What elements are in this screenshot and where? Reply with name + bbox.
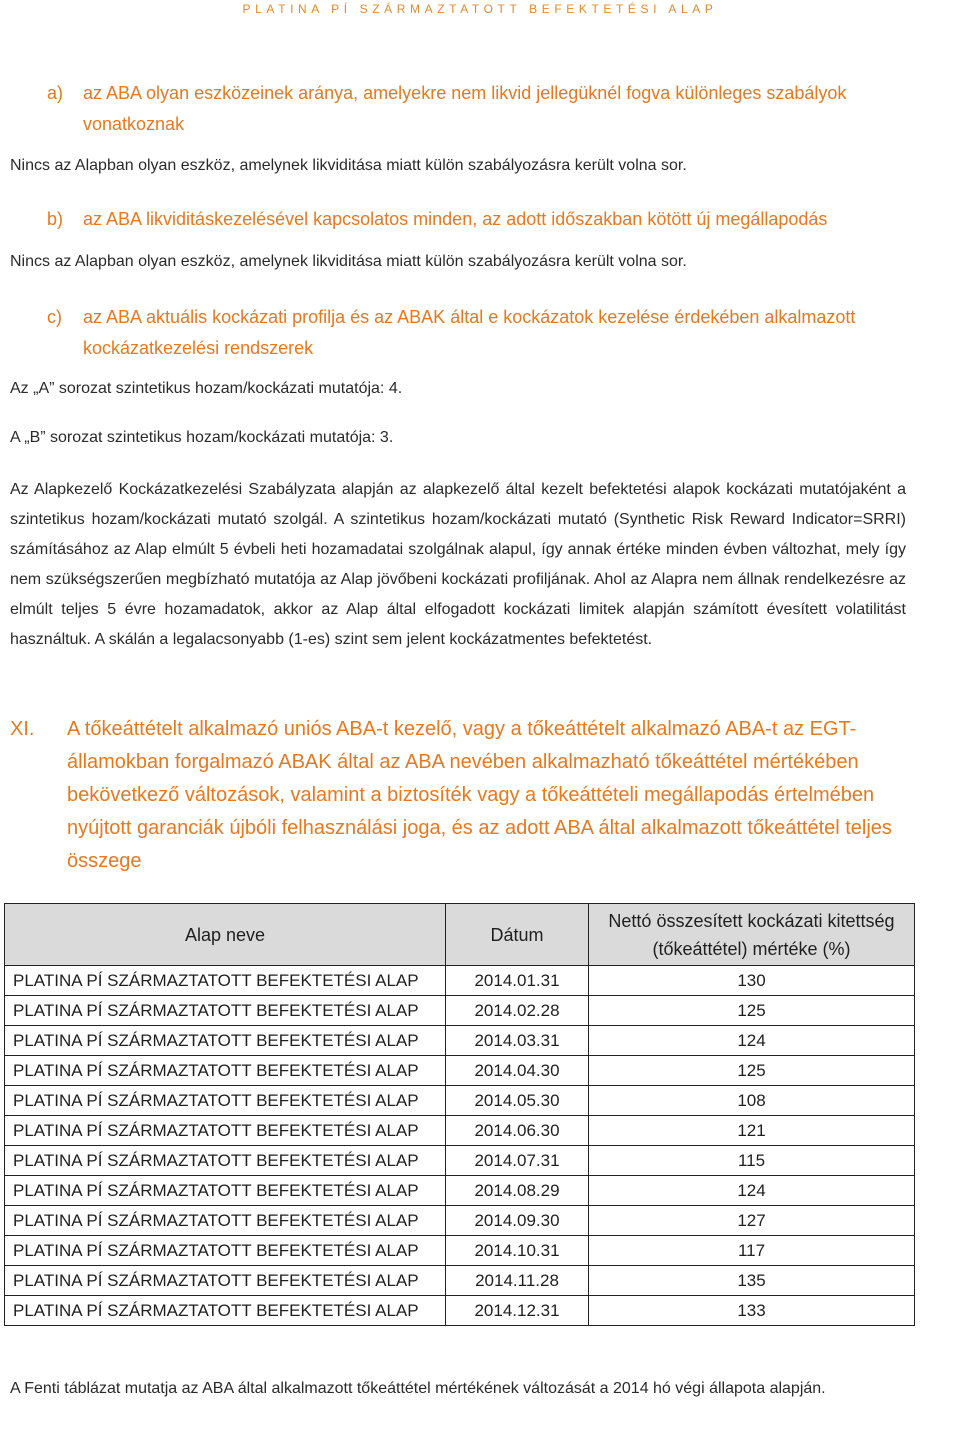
cell-exposure: 133 xyxy=(589,1296,915,1326)
cell-fund-name: PLATINA PÍ SZÁRMAZTATOTT BEFEKTETÉSI ALAP xyxy=(5,1116,446,1146)
cell-fund-name: PLATINA PÍ SZÁRMAZTATOTT BEFEKTETÉSI ALAP xyxy=(5,1206,446,1236)
table-row xyxy=(5,996,915,1026)
table-row xyxy=(5,966,915,996)
table-row xyxy=(5,1176,915,1206)
cell-exposure: 127 xyxy=(589,1206,915,1236)
cell-fund-name: PLATINA PÍ SZÁRMAZTATOTT BEFEKTETÉSI ALAP xyxy=(5,966,446,996)
item-b-heading-text: az ABA likviditáskezelésével kapcsolatos minden, az adott időszakban kötött új megállapodás xyxy=(83,209,828,229)
item-b-label: b) xyxy=(47,209,64,229)
cell-date: 2014.06.30 xyxy=(446,1116,589,1146)
item-c-label: c) xyxy=(47,307,62,327)
cell-exposure: 124 xyxy=(589,1026,915,1056)
header-fund-name: Alap neve xyxy=(5,904,446,966)
cell-date: 2014.01.31 xyxy=(446,966,589,996)
cell-fund-name: PLATINA PÍ SZÁRMAZTATOTT BEFEKTETÉSI ALAP xyxy=(5,1176,446,1206)
section-xi-heading-text: A tőkeáttételt alkalmazó uniós ABA-t kezelő, vagy a tőkeáttételt alkalmazó ABA-t az EGT-államokban forgalmazó ABAK által az ABA nevében alkalmazható tőkeáttétel mértékében bekövetkező változások, valamint a biztosíték vagy a tőkeáttételi megállapodás értelmében nyújtott garanciák újbóli felhasználási joga, és az adott ABA által alkalmazott tőkeáttétel teljes összege xyxy=(67,718,892,872)
cell-exposure: 124 xyxy=(589,1176,915,1206)
item-a-body: Nincs az Alapban olyan eszköz, amelynek likviditása miatt külön szabályozásra került volna sor. xyxy=(10,157,687,174)
cell-date: 2014.12.31 xyxy=(446,1296,589,1326)
item-c-heading-text: az ABA aktuális kockázati profilja és az ABAK által e kockázatok kezelése érdekében alkalmazott kockázatkezelési rendszerek xyxy=(83,307,856,358)
table-row xyxy=(5,1206,915,1236)
table-row xyxy=(5,1266,915,1296)
table-row xyxy=(5,1116,915,1146)
cell-date: 2014.08.29 xyxy=(446,1176,589,1206)
table-footnote: A Fenti táblázat mutatja az ABA által alkalmazott tőkeáttétel mértékének változását a 2014 hó végi állapota alapján. xyxy=(10,1380,826,1397)
cell-date: 2014.11.28 xyxy=(446,1266,589,1296)
cell-fund-name: PLATINA PÍ SZÁRMAZTATOTT BEFEKTETÉSI ALAP xyxy=(5,1146,446,1176)
cell-exposure: 115 xyxy=(589,1146,915,1176)
cell-exposure: 125 xyxy=(589,996,915,1026)
cell-exposure: 108 xyxy=(589,1086,915,1116)
cell-exposure: 130 xyxy=(589,966,915,996)
table-row xyxy=(5,1236,915,1266)
item-c-heading xyxy=(47,302,937,366)
item-a-heading xyxy=(47,78,937,142)
cell-exposure: 135 xyxy=(589,1266,915,1296)
item-c-line-a: Az „A” sorozat szintetikus hozam/kockázati mutatója: 4. xyxy=(10,380,403,397)
header-exposure: Nettó összesített kockázati kitettség (tőkeáttétel) mértéke (%) xyxy=(589,904,915,966)
cell-fund-name: PLATINA PÍ SZÁRMAZTATOTT BEFEKTETÉSI ALAP xyxy=(5,1086,446,1116)
cell-fund-name: PLATINA PÍ SZÁRMAZTATOTT BEFEKTETÉSI ALAP xyxy=(5,1266,446,1296)
item-c-paragraph: Az Alapkezelő Kockázatkezelési Szabályzata alapján az alapkezelő által kezelt befektetési alapok kockázati mutatójaként a szintetikus hozam/kockázati mutató szolgál. A szintetikus hozam/kockázati mutató (Synthetic Risk Reward Indicator=SRRI) számításához az Alap elmúlt 5 évbeli heti hozamadatai szolgálnak alapul, így annak értéke minden évben változhat, mely így nem szükségszerűen megbízható mutatója az Alap jövőbeni kockázati profiljának. Ahol az Alapra nem állnak rendelkezésre az elmúlt teljes 5 évre hozamadatok, akkor az Alap által elfogadott kockázati limitek alapján számított évesített volatilitást használtuk. A skálán a legalacsonyabb (1-es) szint sem jelent kockázatmentes befektetést. xyxy=(10,481,906,648)
cell-date: 2014.03.31 xyxy=(446,1026,589,1056)
table-row xyxy=(5,1296,915,1326)
item-b-heading xyxy=(47,204,937,236)
table-row xyxy=(5,1086,915,1116)
table-row xyxy=(5,1056,915,1086)
item-a-label: a) xyxy=(47,83,64,103)
item-c-line-b: A „B” sorozat szintetikus hozam/kockázati mutatója: 3. xyxy=(10,429,394,446)
cell-date: 2014.05.30 xyxy=(446,1086,589,1116)
cell-date: 2014.10.31 xyxy=(446,1236,589,1266)
cell-fund-name: PLATINA PÍ SZÁRMAZTATOTT BEFEKTETÉSI ALAP xyxy=(5,1236,446,1266)
item-b-body: Nincs az Alapban olyan eszköz, amelynek likviditása miatt külön szabályozásra került volna sor. xyxy=(10,253,687,270)
cell-fund-name: PLATINA PÍ SZÁRMAZTATOTT BEFEKTETÉSI ALAP xyxy=(5,1056,446,1086)
cell-date: 2014.04.30 xyxy=(446,1056,589,1086)
section-xi-number: XI. xyxy=(10,718,35,740)
cell-fund-name: PLATINA PÍ SZÁRMAZTATOTT BEFEKTETÉSI ALAP xyxy=(5,1296,446,1326)
table-row xyxy=(5,1026,915,1056)
cell-date: 2014.09.30 xyxy=(446,1206,589,1236)
cell-date: 2014.02.28 xyxy=(446,996,589,1026)
cell-exposure: 121 xyxy=(589,1116,915,1146)
cell-date: 2014.07.31 xyxy=(446,1146,589,1176)
cell-fund-name: PLATINA PÍ SZÁRMAZTATOTT BEFEKTETÉSI ALAP xyxy=(5,1026,446,1056)
table-row xyxy=(5,1146,915,1176)
section-xi-heading xyxy=(10,713,920,883)
cell-fund-name: PLATINA PÍ SZÁRMAZTATOTT BEFEKTETÉSI ALAP xyxy=(5,996,446,1026)
leverage-table xyxy=(4,903,915,1326)
running-header: PLATINA PÍ SZÁRMAZTATOTT BEFEKTETÉSI ALAP xyxy=(242,2,718,16)
cell-exposure: 117 xyxy=(589,1236,915,1266)
header-date: Dátum xyxy=(446,904,589,966)
cell-exposure: 125 xyxy=(589,1056,915,1086)
item-a-heading-text: az ABA olyan eszközeinek aránya, amelyekre nem likvid jellegüknél fogva különleges szabályok vonatkoznak xyxy=(83,83,847,134)
table-header-row xyxy=(5,904,915,966)
